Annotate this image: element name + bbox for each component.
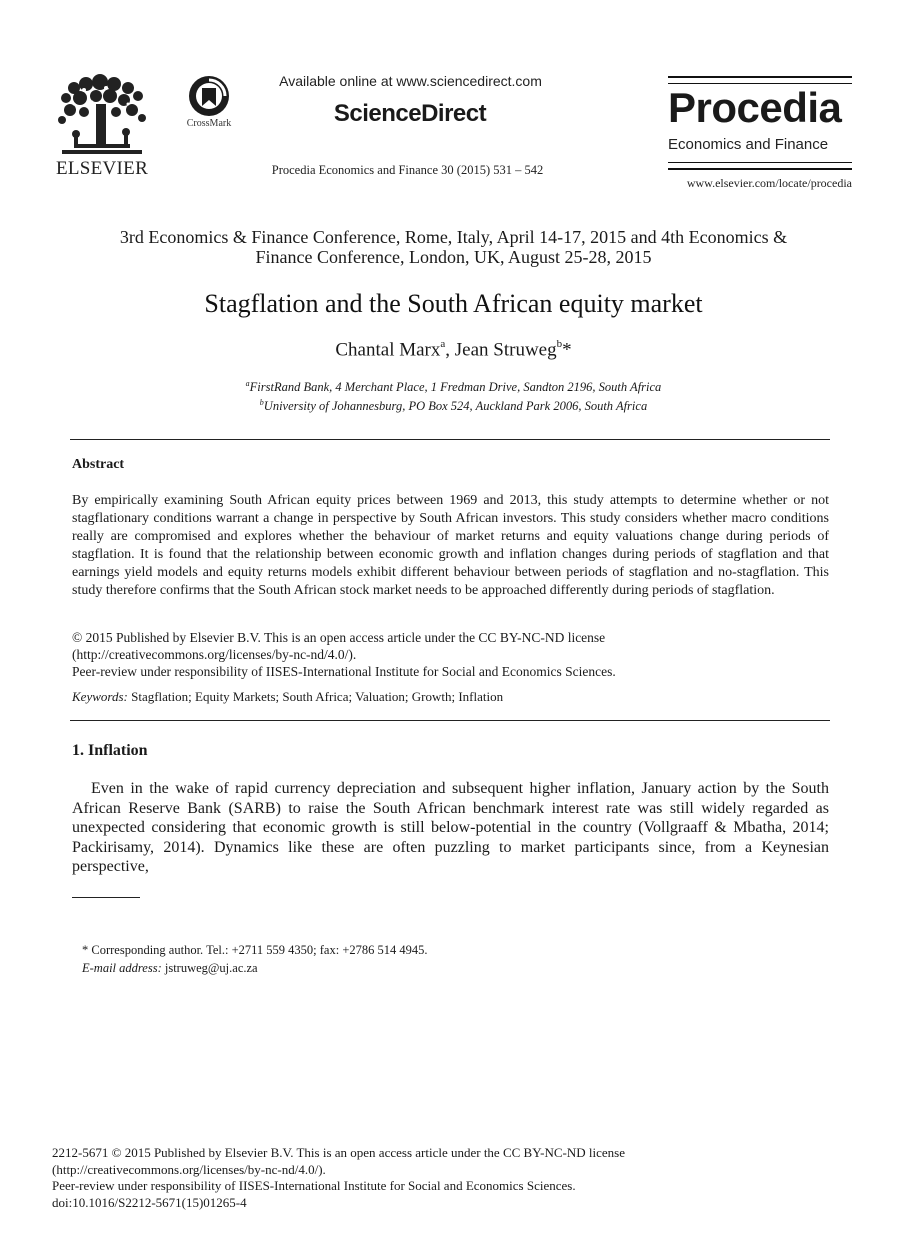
affiliation-mark: a xyxy=(245,379,250,388)
peer-review-line: Peer-review under responsibility of IISES-International Institute for Social and Economics Sciences. xyxy=(52,1178,576,1194)
body-paragraph: Even in the wake of rapid currency depreciation and subsequent higher inflation, January action by the South African Reserve Bank (SARB) to raise the South African benchmark interest rate was still widely regarded as unexpected considering that economic growth is still below-potential in the country (Vollgraaff & Mbatha, 2014; Packirisamy, 2014). Dynamics like these are often puzzling to market participants since, from a Keynesian perspective, xyxy=(72,780,829,876)
email-link[interactable]: jstruweg@uj.ac.za xyxy=(164,961,258,975)
author-list xyxy=(60,339,847,361)
peer-review-statement: Peer-review under responsibility of IISES-International Institute for Social and Economics Sciences. xyxy=(72,664,616,679)
affiliation-line: $^b$University of Johannesburg, PO Box 524, Auckland Park 2006, South Africa xyxy=(259,398,648,414)
author-name[interactable]: Jean Struweg xyxy=(454,339,557,361)
crossmark-label: CrossMark xyxy=(186,118,232,129)
keywords-label: Keywords: xyxy=(72,689,128,704)
keywords xyxy=(72,689,829,705)
email-line xyxy=(82,959,782,977)
footnote xyxy=(82,941,782,977)
elsevier-logo xyxy=(52,74,152,178)
article-title: Stagflation and the South African equity market xyxy=(204,289,703,318)
affiliation-mark: b xyxy=(259,398,264,408)
available-online-text: Available online at www.sciencedirect.com xyxy=(279,73,542,89)
divider xyxy=(70,439,830,440)
author-separator: , xyxy=(445,339,455,361)
abstract-heading: Abstract xyxy=(72,457,125,472)
procedia-rule-bottom xyxy=(668,162,852,170)
license-link[interactable]: (http://creativecommons.org/licenses/by-nc-nd/4.0/). xyxy=(52,1161,326,1177)
license-statement xyxy=(72,629,829,680)
affiliation-line: $^a$FirstRand Bank, 4 Merchant Place, 1 Fredman Drive, Sandton 2196, South Africa xyxy=(245,379,662,395)
keywords-list: Stagflation; Equity Markets; South Africa; Valuation; Growth; Inflation xyxy=(131,689,504,704)
author-name[interactable]: Chantal Marx xyxy=(335,339,441,361)
section-heading: 1. Inflation xyxy=(72,742,148,759)
elsevier-wordmark: ELSEVIER xyxy=(55,158,149,179)
conference-line-2: Finance Conference, London, UK, August 25-28, 2015 xyxy=(255,247,652,267)
corresponding-author-note: * Corresponding author. Tel.: +2711 559 4350; fax: +2786 514 4945. xyxy=(82,943,428,957)
divider xyxy=(70,720,830,721)
sciencedirect-logo[interactable]: ScienceDirect xyxy=(333,100,487,127)
procedia-rule-top xyxy=(668,76,852,84)
doi-link[interactable]: doi:10.1016/S2212-5671(15)01265-4 xyxy=(52,1194,247,1210)
procedia-logo: Procedia xyxy=(668,84,842,131)
corresponding-author-mark: * xyxy=(562,339,572,361)
publication-meta xyxy=(52,1145,852,1211)
elsevier-tree-icon xyxy=(54,74,150,156)
conference-info xyxy=(60,227,847,267)
journal-url-link[interactable]: www.elsevier.com/locate/procedia xyxy=(686,176,852,190)
crossmark-badge[interactable] xyxy=(178,74,240,134)
crossmark-icon xyxy=(178,74,240,118)
conference-line-1: 3rd Economics & Finance Conference, Rome, Italy, April 14-17, 2015 and 4th Economics & xyxy=(119,227,788,247)
affiliations xyxy=(60,376,847,414)
email-label: E-mail address: xyxy=(82,961,162,975)
license-line: © 2015 Published by Elsevier B.V. This is an open access article under the CC BY-NC-ND license xyxy=(72,630,606,645)
issn-license-line: 2212-5671 © 2015 Published by Elsevier B.V. This is an open access article under the CC BY-NC-ND license xyxy=(52,1145,626,1160)
affiliation-mark: b xyxy=(556,338,563,350)
license-link[interactable]: (http://creativecommons.org/licenses/by-nc-nd/4.0/). xyxy=(72,647,357,662)
journal-reference: Procedia Economics and Finance 30 (2015) 531 – 542 xyxy=(271,163,544,177)
abstract-text: By empirically examining South African equity prices between 1969 and 2013, this study attempts to determine whether or not stagflationary conditions warrant a change in perspective by South African investors. This study considers whether macro conditions really are compromised and explores whether the behaviour of market returns and equity valuations change during periods of stagflation. It is found that the relationship between economic growth and inflation changes during periods of stagflation and that earnings yield models and equity returns models exhibit different behaviour between periods of stagflation and no-stagflation. This study therefore confirms that the South African stock market needs to be approached differently during periods of stagflation. xyxy=(72,493,829,598)
footnote-rule xyxy=(72,897,140,898)
procedia-subtitle: Economics and Finance xyxy=(668,136,829,153)
affiliation-mark: a xyxy=(440,338,446,350)
